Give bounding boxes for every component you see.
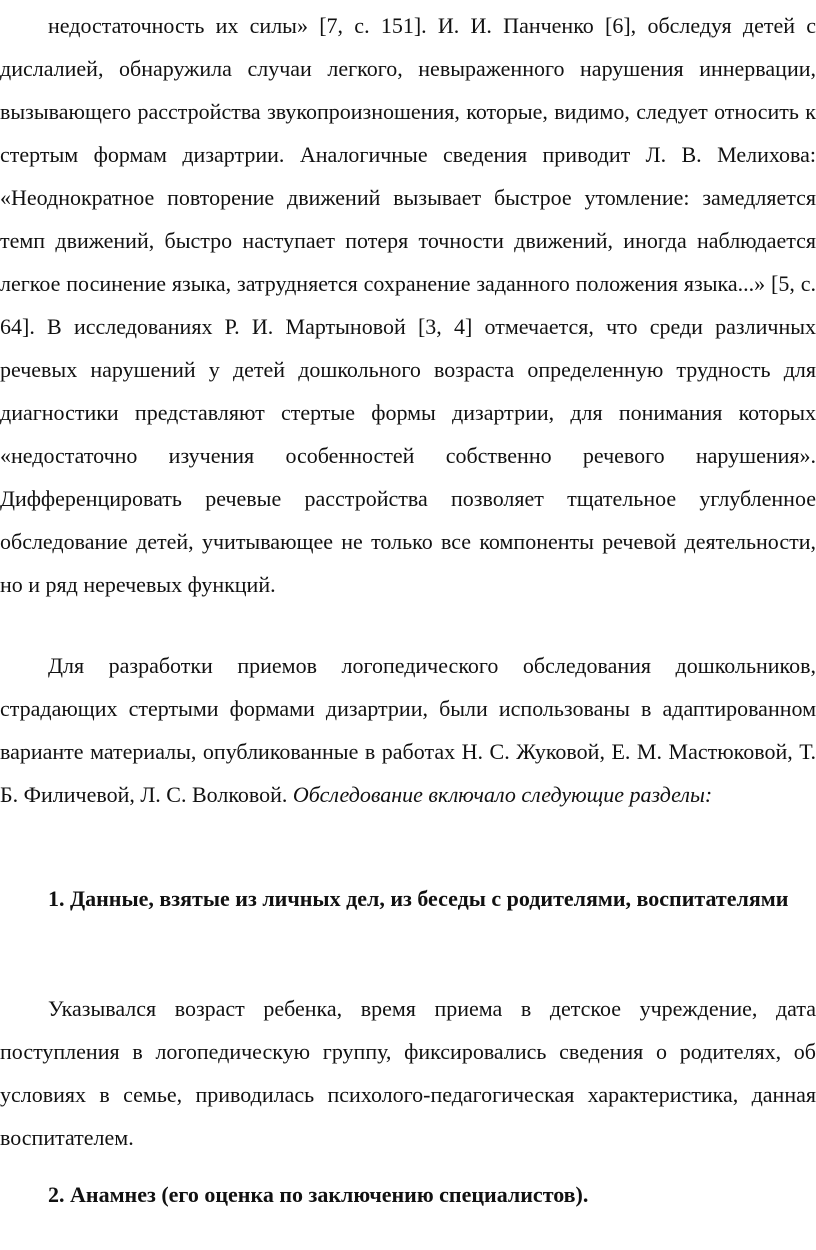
section-heading-anamnesis: 2. Анамнез (его оценка по заключению специалистов). (48, 1182, 589, 1207)
section-heading-personal-data: 1. Данные, взятые из личных дел, из беседы с родителями, воспитателями (48, 886, 789, 911)
paragraph-examination-text: Для разработки приемов логопедического обследования дошкольников, страдающих стертыми формами дизартрии, были использованы в адаптированном варианте материалы, опубликованные в работах Н. С. Жуковой, Е. М. Мастюковой, Т. Б. Филичевой, Л. С. Волковой. (0, 653, 816, 807)
paragraph-examination-italic: Обследование включало следующие разделы: (292, 782, 713, 807)
paragraph-personal-data: Указывался возраст ребенка, время приема в детское учреждение, дата поступления в логопедическую группу, фиксировались сведения о родителях, об условиях в семье, приводилась психолого-педагогическая характеристика, данная воспитателем. (0, 996, 816, 1150)
paragraph-dysarthria-review: недостаточность их силы» [7, с. 151]. И. И. Панченко [6], обследуя детей с дислалией, обнаружила случаи легкого, невыраженного нарушения иннервации, вызывающего расстройства звукопроизношения, которые, видимо, следует относить к стертым формам дизартрии. Аналогичные сведения приводит Л. В. Мелихова: «Неоднократное повторение движений вызывает быстрое утомление: замедляется темп движений, быстро наступает потеря точности движений, иногда наблюдается легкое посинение языка, затрудняется сохранение заданного положения языка...» [5, с. 64]. В исследованиях Р. И. Мартыновой [3, 4] отмечается, что среди различных речевых нарушений у детей дошкольного возраста определенную трудность для диагностики представляют стертые формы дизартрии, для понимания которых «недостаточно изучения особенностей собственно речевого нарушения». Дифференцировать речевые расстройства позволяет тщательное углубленное обследование детей, учитывающее не только все компоненты речевой деятельности, но и ряд неречевых функций. (0, 13, 816, 597)
paragraph-examination-methods (0, 644, 816, 816)
